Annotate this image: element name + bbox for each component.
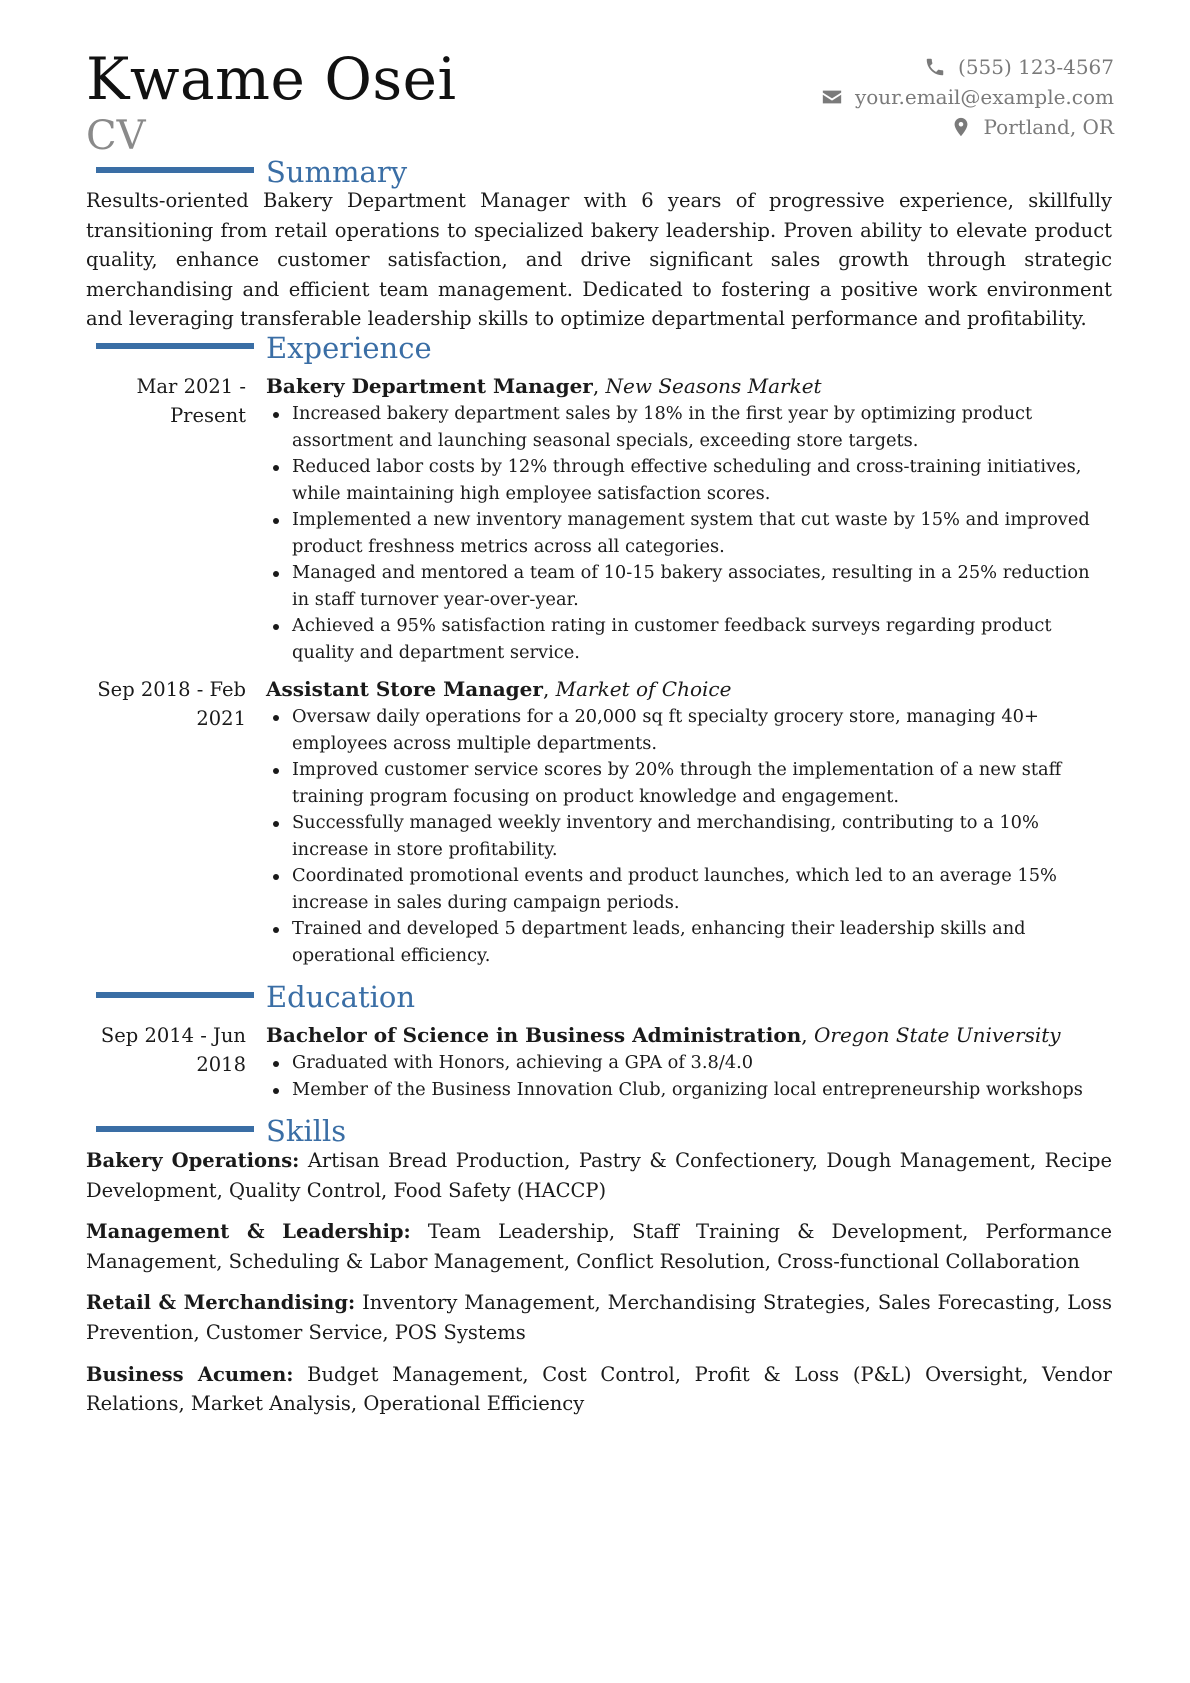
section-title-summary: Summary — [266, 155, 408, 189]
entry-date: Sep 2018 - Feb 2021 — [97, 678, 246, 730]
contact-location — [821, 112, 1114, 142]
skill-items: Inventory Management, Merchandising Strategies, Sales Forecasting, Loss Prevention, Customer Service, POS Systems — [86, 1291, 1112, 1344]
list-item: Member of the Business Innovation Club, organizing local entrepreneurship workshops — [266, 1077, 1112, 1104]
skill-items: Artisan Bread Production, Pastry & Confectionery, Dough Management, Recipe Development, Quality Control, Food Safety (HACCP) — [86, 1149, 1113, 1202]
skill-group — [86, 1146, 1112, 1205]
skills-section-header — [0, 1114, 1190, 1150]
location-text: Portland, OR — [983, 115, 1114, 139]
list-item: Achieved a 95% satisfaction rating in customer feedback surveys regarding product quality and department service. — [266, 613, 1112, 666]
section-title-education: Education — [266, 980, 416, 1014]
skill-category: Management & Leadership: — [86, 1220, 411, 1244]
skill-category: Retail & Merchandising: — [86, 1291, 356, 1315]
list-item: Trained and developed 5 department leads, enhancing their leadership skills and operational efficiency. — [266, 916, 1112, 969]
contact-email — [821, 82, 1114, 112]
contact-block — [821, 52, 1114, 142]
section-rule — [96, 343, 254, 349]
phone-icon — [924, 56, 946, 78]
list-item: Implemented a new inventory management system that cut waste by 15% and improved product freshness metrics across all categories. — [266, 507, 1112, 560]
map-marker-icon — [950, 116, 972, 138]
entry-body — [266, 1021, 1112, 1103]
job-role: Assistant Store Manager — [266, 677, 543, 701]
entry-title: Bachelor of Science in Business Administration, Oregon State University — [266, 1023, 1061, 1047]
job-organization: New Seasons Market — [605, 374, 822, 398]
skill-category: Business Acumen: — [86, 1362, 294, 1386]
list-item: Increased bakery department sales by 18% in the first year by optimizing product assortment and launching seasonal specials, exceeding store targets. — [266, 401, 1112, 454]
skill-category: Bakery Operations: — [86, 1149, 300, 1172]
candidate-name: Kwame Osei — [86, 45, 457, 113]
bullet-list — [266, 704, 1112, 969]
envelope-icon — [821, 86, 843, 108]
education-section-header — [0, 980, 1190, 1016]
institution-name: Oregon State University — [813, 1023, 1061, 1047]
skill-items: Budget Management, Cost Control, Profit & Loss (P&L) Oversight, Vendor Relations, Market Analysis, Operational Efficiency — [86, 1362, 1112, 1416]
skill-items: Team Leadership, Staff Training & Development, Performance Management, Scheduling & Labor Management, Conflict Resolution, Cross-functional Collaboration — [86, 1220, 1112, 1273]
entry-title: Assistant Store Manager, Market of Choice — [266, 677, 732, 701]
phone-text: (555) 123-4567 — [958, 55, 1114, 79]
skill-group — [86, 1288, 1112, 1347]
entry-date: Mar 2021 - Present — [136, 375, 246, 427]
experience-section-header — [0, 331, 1190, 367]
entry-body — [266, 675, 1112, 969]
job-role: Bakery Department Manager — [266, 374, 593, 398]
list-item: Reduced labor costs by 12% through effective scheduling and cross-training initiatives, while maintaining high employee satisfaction scores. — [266, 454, 1112, 507]
entry-body — [266, 372, 1112, 666]
bullet-list — [266, 401, 1112, 666]
entry-title: Bakery Department Manager, New Seasons Market — [266, 374, 822, 398]
degree-name: Bachelor of Science in Business Administration — [266, 1023, 802, 1047]
section-rule — [96, 1126, 254, 1132]
list-item: Successfully managed weekly inventory and merchandising, contributing to a 10% increase in store profitability. — [266, 810, 1112, 863]
bullet-list — [266, 1050, 1112, 1103]
job-organization: Market of Choice — [555, 677, 732, 701]
list-item: Improved customer service scores by 20% through the implementation of a new staff training program focusing on product knowledge and engagement. — [266, 757, 1112, 810]
summary-text: Results-oriented Bakery Department Manager with 6 years of progressive experience, skillfully transitioning from retail operations to specialized bakery leadership. Proven ability to elevate product quality, enhance customer satisfaction, and drive significant sales growth through strategic merchandising and efficient team management. Dedicated to fostering a positive work environment and leveraging transferable leadership skills to optimize departmental performance and profitability. — [86, 189, 1112, 331]
section-rule — [96, 167, 254, 173]
section-title-experience: Experience — [266, 331, 432, 365]
skill-group — [86, 1217, 1112, 1276]
list-item: Oversaw daily operations for a 20,000 sq ft specialty grocery store, managing 40+ employees across multiple departments. — [266, 704, 1112, 757]
section-rule — [96, 992, 254, 998]
skills-list — [86, 1146, 1112, 1431]
list-item: Managed and mentored a team of 10-15 bakery associates, resulting in a 25% reduction in staff turnover year-over-year. — [266, 560, 1112, 613]
entry-date: Sep 2014 - Jun 2018 — [100, 1024, 246, 1076]
list-item: Coordinated promotional events and product launches, which led to an average 15% increase in sales during campaign periods. — [266, 863, 1112, 916]
document-subtitle: CV — [86, 113, 146, 159]
section-title-skills: Skills — [266, 1114, 347, 1148]
email-link[interactable]: your.email@example.com — [854, 85, 1114, 109]
skill-group — [86, 1360, 1112, 1419]
contact-phone — [821, 52, 1114, 82]
list-item: Graduated with Honors, achieving a GPA of 3.8/4.0 — [266, 1050, 1112, 1077]
